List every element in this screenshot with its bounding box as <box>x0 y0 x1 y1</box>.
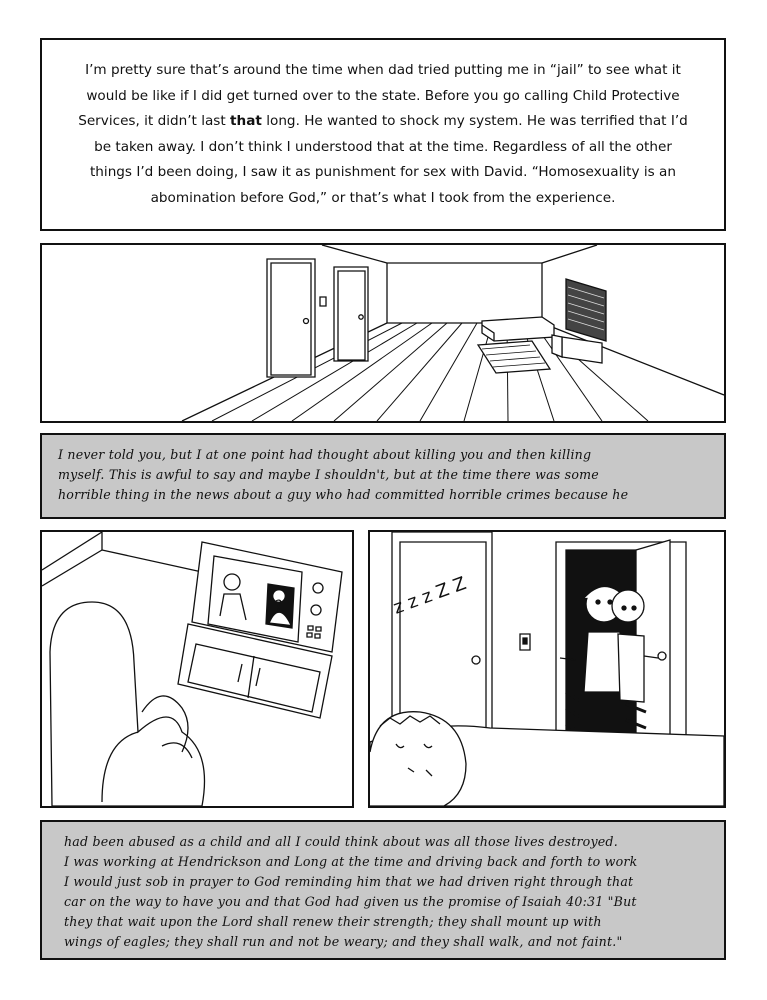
caption-top-line: Services, it didn’t last <box>78 113 231 129</box>
caption-box-middle <box>40 433 726 519</box>
caption-top-line: things I’d been doing, I saw it as punishment for sex with David. “Homosexuality is an <box>89 164 676 180</box>
caption-box-bottom <box>40 820 726 960</box>
caption-bottom-line: they that wait upon the Lord shall renew their strength; they shall mount up with <box>64 914 602 929</box>
caption-middle-line: myself. This is awful to say and maybe I shouldn't, but at the time there was some <box>58 467 599 482</box>
caption-top-text <box>78 58 688 211</box>
caption-top-line: long. He wanted to shock my system. He was terrified that I’d <box>261 113 688 129</box>
caption-middle-line: horrible thing in the news about a guy who had committed horrible crimes because he <box>58 487 629 502</box>
panel-watching-tv <box>40 530 354 808</box>
caption-top-line: abomination before God,” or that’s what I took from the experience. <box>150 189 616 206</box>
caption-bottom-line: I was working at Hendrickson and Long at the time and driving back and forth to work <box>64 854 638 869</box>
tv-illustration <box>42 532 352 806</box>
caption-top-line: I’m pretty sure that’s around the time when dad tried putting me in “jail” to see what it <box>85 62 681 78</box>
room-illustration <box>42 245 724 421</box>
emphasis-word: that <box>230 113 262 129</box>
panel-bedroom-parents <box>368 530 726 808</box>
caption-top-line: be taken away. I don’t think I understood that at the time. Regardless of all the other <box>94 138 672 155</box>
caption-bottom-line: car on the way to have you and that God had given us the promise of Isaiah 40:31 "But <box>64 894 637 909</box>
caption-bottom-line: I would just sob in prayer to God reminding him that we had driven right through that <box>64 874 634 889</box>
panel-empty-room <box>40 243 726 423</box>
sleep-sound: z z z Z Z <box>390 573 470 619</box>
caption-bottom-line: wings of eagles; they shall run and not be weary; and they shall walk, and not faint." <box>64 934 623 949</box>
caption-bottom-line: had been abused as a child and all I could think about was all those lives destroyed. <box>64 834 618 849</box>
caption-middle-text <box>58 445 708 505</box>
caption-bottom-text <box>64 832 702 952</box>
caption-top-line: would be like if I did get turned over to the state. Before you go calling Child Protective <box>86 87 680 104</box>
bedroom-illustration <box>370 532 724 806</box>
svg-text:?: ? <box>275 598 283 614</box>
caption-middle-line: I never told you, but I at one point had thought about killing you and then killing <box>58 447 592 462</box>
caption-box-top <box>40 38 726 231</box>
